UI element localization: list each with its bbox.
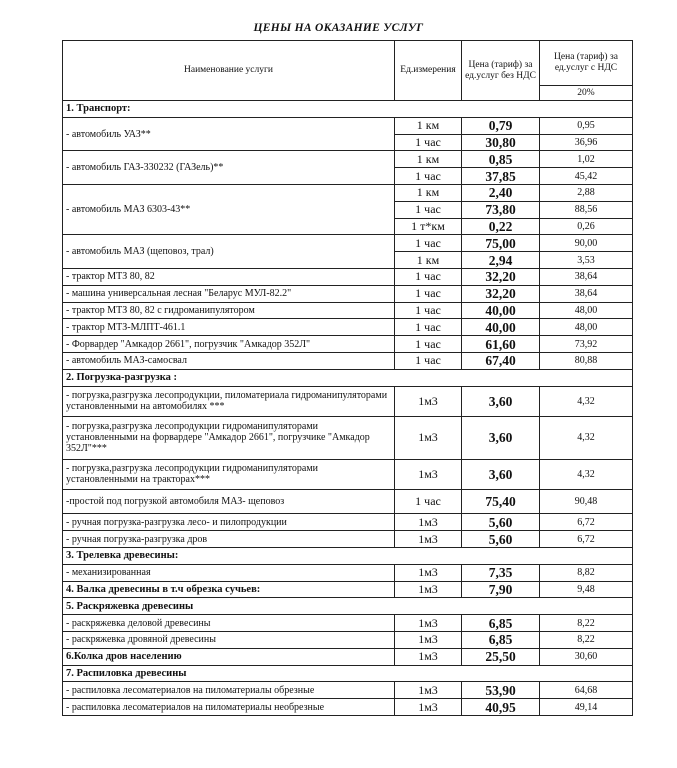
service-name: - автомобиль МАЗ (щеповоз, трал) bbox=[63, 235, 395, 269]
service-price: 3,60 bbox=[462, 386, 540, 416]
service-name: - ручная погрузка-разгрузка лесо- и пилопродукции bbox=[63, 514, 395, 531]
header-name: Наименование услуги bbox=[63, 41, 395, 101]
service-unit: 1 час bbox=[395, 302, 462, 319]
service-price-vat: 0,26 bbox=[540, 218, 633, 235]
service-unit: 1 час bbox=[395, 489, 462, 514]
service-price: 30,80 bbox=[462, 134, 540, 151]
table-row bbox=[63, 151, 633, 168]
header-unit: Ед.измерения bbox=[395, 41, 462, 101]
table-row bbox=[63, 514, 633, 531]
service-price-vat: 4,32 bbox=[540, 386, 633, 416]
service-price-vat: 9,48 bbox=[540, 581, 633, 598]
service-price-vat: 48,00 bbox=[540, 302, 633, 319]
service-name: -простой под погрузкой автомобиля МАЗ- щеповоз bbox=[63, 489, 395, 514]
service-price-vat: 64,68 bbox=[540, 682, 633, 699]
table-row bbox=[63, 336, 633, 353]
section-row bbox=[63, 665, 633, 682]
service-price: 37,85 bbox=[462, 168, 540, 185]
service-price-vat: 0,95 bbox=[540, 117, 633, 134]
service-price-vat: 8,82 bbox=[540, 564, 633, 581]
service-price-vat: 49,14 bbox=[540, 699, 633, 716]
section-title: 2. Погрузка-разгрузка : bbox=[63, 369, 633, 386]
table-row bbox=[63, 531, 633, 548]
service-price: 2,40 bbox=[462, 184, 540, 201]
service-price: 0,22 bbox=[462, 218, 540, 235]
service-name: - распиловка лесоматериалов на пиломатериалы обрезные bbox=[63, 682, 395, 699]
table-row bbox=[63, 117, 633, 134]
service-unit: 1 час bbox=[395, 268, 462, 285]
service-unit: 1м3 bbox=[395, 631, 462, 648]
service-name: - автомобиль МАЗ 6303-43** bbox=[63, 184, 395, 234]
table-row bbox=[63, 459, 633, 489]
service-unit: 1 час bbox=[395, 134, 462, 151]
service-unit: 1 час bbox=[395, 336, 462, 353]
table-row bbox=[63, 352, 633, 369]
service-unit: 1м3 bbox=[395, 581, 462, 598]
service-price-vat: 73,92 bbox=[540, 336, 633, 353]
service-unit: 1м3 bbox=[395, 459, 462, 489]
service-name: - автомобиль УАЗ** bbox=[63, 117, 395, 151]
table-row bbox=[63, 564, 633, 581]
service-price: 6,85 bbox=[462, 631, 540, 648]
header-price: Цена (тариф) за ед.услуг без НДС bbox=[462, 41, 540, 101]
section-title: 3. Трелевка древесины: bbox=[63, 547, 633, 564]
service-price-vat: 8,22 bbox=[540, 631, 633, 648]
section-title: 1. Транспорт: bbox=[63, 101, 633, 118]
service-name: - механизированная bbox=[63, 564, 395, 581]
section-row bbox=[63, 598, 633, 615]
header-price-vat: Цена (тариф) за ед.услуг с НДС bbox=[540, 41, 633, 86]
price-table bbox=[62, 40, 633, 716]
service-unit: 1 час bbox=[395, 352, 462, 369]
service-price-vat: 30,60 bbox=[540, 648, 633, 665]
service-price: 53,90 bbox=[462, 682, 540, 699]
service-price-vat: 4,32 bbox=[540, 416, 633, 459]
service-price-vat: 6,72 bbox=[540, 514, 633, 531]
service-unit: 1 час bbox=[395, 201, 462, 218]
service-price: 0,85 bbox=[462, 151, 540, 168]
table-row bbox=[63, 631, 633, 648]
service-price: 3,60 bbox=[462, 459, 540, 489]
table-row bbox=[63, 581, 633, 598]
service-price: 40,00 bbox=[462, 319, 540, 336]
service-name: - ручная погрузка-разгрузка дров bbox=[63, 531, 395, 548]
service-unit: 1 час bbox=[395, 168, 462, 185]
service-unit: 1м3 bbox=[395, 682, 462, 699]
service-unit: 1м3 bbox=[395, 699, 462, 716]
service-unit: 1 час bbox=[395, 319, 462, 336]
service-price: 32,20 bbox=[462, 285, 540, 302]
service-price-vat: 4,32 bbox=[540, 459, 633, 489]
service-unit: 1 час bbox=[395, 235, 462, 252]
service-unit: 1 час bbox=[395, 285, 462, 302]
service-unit: 1м3 bbox=[395, 531, 462, 548]
service-price-vat: 80,88 bbox=[540, 352, 633, 369]
table-row bbox=[63, 184, 633, 201]
service-price-vat: 38,64 bbox=[540, 285, 633, 302]
service-price: 6,85 bbox=[462, 615, 540, 632]
service-name: - Форвардер "Амкадор 2661", погрузчик "Амкадор 352Л" bbox=[63, 336, 395, 353]
service-unit: 1м3 bbox=[395, 648, 462, 665]
service-price: 61,60 bbox=[462, 336, 540, 353]
section-row bbox=[63, 547, 633, 564]
service-price-vat: 1,02 bbox=[540, 151, 633, 168]
table-row bbox=[63, 648, 633, 665]
service-unit: 1м3 bbox=[395, 416, 462, 459]
service-unit: 1м3 bbox=[395, 386, 462, 416]
section-row bbox=[63, 101, 633, 118]
service-price-vat: 90,00 bbox=[540, 235, 633, 252]
header-vat-rate: 20% bbox=[540, 86, 633, 101]
service-name: - раскряжевка деловой древесины bbox=[63, 615, 395, 632]
table-row bbox=[63, 285, 633, 302]
service-unit: 1 км bbox=[395, 117, 462, 134]
service-price: 3,60 bbox=[462, 416, 540, 459]
service-unit: 1м3 bbox=[395, 564, 462, 581]
service-unit: 1 т*км bbox=[395, 218, 462, 235]
service-name: 6.Колка дров населению bbox=[63, 648, 395, 665]
table-row bbox=[63, 416, 633, 459]
table-row bbox=[63, 235, 633, 252]
table-row bbox=[63, 319, 633, 336]
service-name: 4. Валка древесины в т.ч обрезка сучьев: bbox=[63, 581, 395, 598]
service-price-vat: 90,48 bbox=[540, 489, 633, 514]
service-price: 67,40 bbox=[462, 352, 540, 369]
service-name: - автомобиль ГАЗ-330232 (ГАЗель)** bbox=[63, 151, 395, 185]
service-name: - трактор МТЗ 80, 82 с гидроманипулятором bbox=[63, 302, 395, 319]
section-title: 7. Распиловка древесины bbox=[63, 665, 633, 682]
page-title: ЦЕНЫ НА ОКАЗАНИЕ УСЛУГ bbox=[253, 22, 424, 34]
service-price: 75,40 bbox=[462, 489, 540, 514]
section-title: 5. Раскряжевка древесины bbox=[63, 598, 633, 615]
service-name: - трактор МТЗ-МЛПТ-461.1 bbox=[63, 319, 395, 336]
service-price: 75,00 bbox=[462, 235, 540, 252]
table-row bbox=[63, 386, 633, 416]
service-price-vat: 48,00 bbox=[540, 319, 633, 336]
service-price-vat: 45,42 bbox=[540, 168, 633, 185]
service-unit: 1м3 bbox=[395, 514, 462, 531]
service-price: 25,50 bbox=[462, 648, 540, 665]
service-name: - раскряжевка дровяной древесины bbox=[63, 631, 395, 648]
service-name: - автомобиль МАЗ-самосвал bbox=[63, 352, 395, 369]
service-price-vat: 8,22 bbox=[540, 615, 633, 632]
service-price-vat: 88,56 bbox=[540, 201, 633, 218]
service-name: - машина универсальная лесная "Беларус МУЛ-82.2" bbox=[63, 285, 395, 302]
service-unit: 1 км bbox=[395, 252, 462, 269]
service-price: 73,80 bbox=[462, 201, 540, 218]
table-row bbox=[63, 615, 633, 632]
service-price: 7,35 bbox=[462, 564, 540, 581]
service-unit: 1 км bbox=[395, 151, 462, 168]
service-name: - распиловка лесоматериалов на пиломатериалы необрезные bbox=[63, 699, 395, 716]
service-name: - трактор МТЗ 80, 82 bbox=[63, 268, 395, 285]
service-name: - погрузка,разгрузка лесопродукции гидроманипуляторами установленными на форвардере "Амкадор 2661", погрузчике "Амкадор 352Л"*** bbox=[63, 416, 395, 459]
table-row bbox=[63, 268, 633, 285]
service-price: 5,60 bbox=[462, 531, 540, 548]
service-price-vat: 3,53 bbox=[540, 252, 633, 269]
service-name: - погрузка,разгрузка лесопродукции, пиломатериала гидроманипуляторами установленными на автомобилях *** bbox=[63, 386, 395, 416]
service-price-vat: 2,88 bbox=[540, 184, 633, 201]
service-price: 5,60 bbox=[462, 514, 540, 531]
table-row bbox=[63, 489, 633, 514]
table-row bbox=[63, 699, 633, 716]
service-price-vat: 6,72 bbox=[540, 531, 633, 548]
table-row bbox=[63, 682, 633, 699]
table-row bbox=[63, 302, 633, 319]
section-row bbox=[63, 369, 633, 386]
service-price-vat: 38,64 bbox=[540, 268, 633, 285]
service-price: 40,95 bbox=[462, 699, 540, 716]
service-price: 7,90 bbox=[462, 581, 540, 598]
service-unit: 1м3 bbox=[395, 615, 462, 632]
service-price: 0,79 bbox=[462, 117, 540, 134]
table-header-row bbox=[63, 41, 633, 86]
service-price: 40,00 bbox=[462, 302, 540, 319]
service-name: - погрузка,разгрузка лесопродукции гидроманипуляторами установленными на тракторах*** bbox=[63, 459, 395, 489]
service-price: 2,94 bbox=[462, 252, 540, 269]
service-price-vat: 36,96 bbox=[540, 134, 633, 151]
service-price: 32,20 bbox=[462, 268, 540, 285]
service-unit: 1 км bbox=[395, 184, 462, 201]
